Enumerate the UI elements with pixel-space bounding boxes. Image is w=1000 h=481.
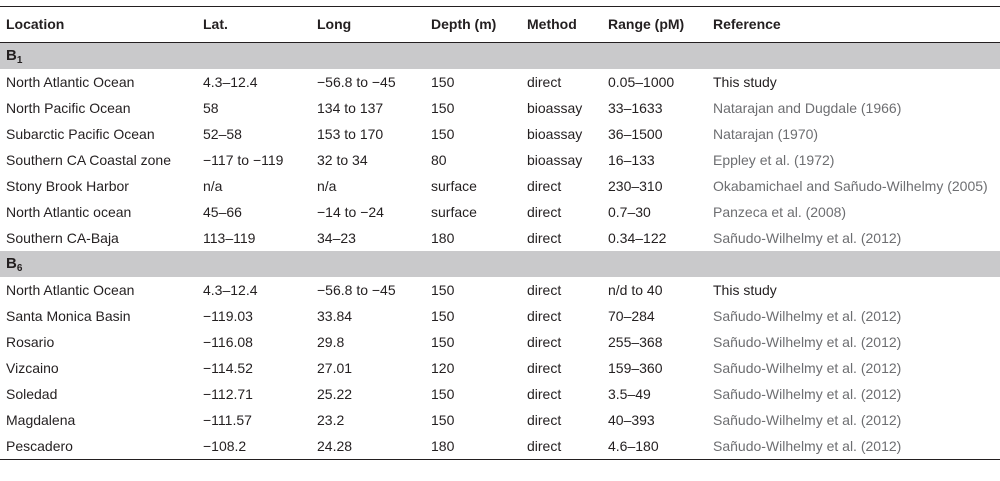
cell-range: 3.5–49 — [608, 386, 651, 402]
table-row — [0, 407, 1000, 433]
section-b1 — [0, 43, 1000, 252]
cell-reference: Sañudo-Wilhelmy et al. (2012) — [713, 386, 902, 402]
cell-location: North Atlantic Ocean — [6, 282, 135, 298]
cell-range: 70–284 — [608, 308, 655, 324]
cell-depth: 120 — [431, 360, 455, 376]
cell-lat: −117 to −119 — [203, 152, 284, 168]
header-long: Long — [317, 16, 352, 32]
section-label — [0, 251, 1000, 277]
cell-lat: −108.2 — [197, 433, 311, 460]
cell-depth: 180 — [431, 230, 455, 246]
table-row — [0, 277, 1000, 303]
cell-reference: Sañudo-Wilhelmy et al. (2012) — [713, 308, 902, 324]
cell-location: North Pacific Ocean — [6, 100, 131, 116]
section-b6 — [0, 251, 1000, 460]
cell-long: 29.8 — [317, 334, 345, 350]
cell-depth: 150 — [431, 126, 455, 142]
cell-depth: surface — [431, 204, 477, 220]
cell-long: −56.8 to −45 — [317, 282, 396, 298]
cell-method: direct — [521, 433, 602, 460]
table-row — [0, 147, 1000, 173]
cell-reference: Natarajan (1970) — [713, 126, 819, 142]
cell-reference: Eppley et al. (1972) — [713, 152, 835, 168]
table-row — [0, 355, 1000, 381]
cell-long: 24.28 — [311, 433, 425, 460]
section-label-text: B — [6, 47, 17, 64]
cell-method: direct — [527, 360, 562, 376]
cell-long: 34–23 — [317, 230, 356, 246]
cell-location: Rosario — [6, 334, 55, 350]
cell-lat: 58 — [203, 100, 219, 116]
cell-depth: 150 — [431, 308, 455, 324]
cell-location: North Atlantic Ocean — [6, 74, 135, 90]
section-label-subscript: 6 — [16, 263, 23, 274]
cell-long: 25.22 — [317, 386, 353, 402]
cell-lat: 52–58 — [203, 126, 242, 142]
cell-method: direct — [527, 230, 562, 246]
cell-location: Soledad — [6, 386, 58, 402]
cell-range: 33–1633 — [608, 100, 663, 116]
cell-depth: 150 — [431, 386, 455, 402]
header-location: Location — [6, 16, 65, 32]
cell-location: Pescadero — [0, 433, 197, 460]
table-row — [0, 121, 1000, 147]
cell-reference: Sañudo-Wilhelmy et al. (2012) — [713, 360, 902, 376]
cell-long: 27.01 — [317, 360, 353, 376]
table-row — [0, 95, 1000, 121]
cell-range: 4.6–180 — [602, 433, 707, 460]
cell-depth: 80 — [431, 152, 447, 168]
cell-reference: Sañudo-Wilhelmy et al. (2012) — [713, 230, 902, 246]
cell-depth: 150 — [431, 100, 455, 116]
cell-lat: n/a — [203, 178, 223, 194]
cell-depth: 150 — [431, 282, 455, 298]
table-row — [0, 199, 1000, 225]
cell-range: n/d to 40 — [608, 282, 663, 298]
table-row — [0, 69, 1000, 95]
cell-lat: 45–66 — [203, 204, 242, 220]
cell-range: 36–1500 — [608, 126, 663, 142]
cell-method: bioassay — [527, 126, 583, 142]
cell-lat: −116.08 — [203, 334, 253, 350]
data-table — [0, 6, 1000, 460]
cell-location: Subarctic Pacific Ocean — [6, 126, 155, 142]
table-row — [0, 173, 1000, 199]
cell-method: direct — [527, 74, 562, 90]
cell-location: Magdalena — [6, 412, 76, 428]
cell-reference: This study — [713, 74, 777, 90]
table-row — [0, 433, 1000, 460]
cell-method: direct — [527, 178, 562, 194]
cell-location: Southern CA-Baja — [6, 230, 119, 246]
cell-long: 32 to 34 — [317, 152, 368, 168]
cell-long: 153 to 170 — [317, 126, 384, 142]
cell-location: Stony Brook Harbor — [6, 178, 129, 194]
cell-location: Southern CA Coastal zone — [6, 152, 171, 168]
cell-lat: −119.03 — [203, 308, 253, 324]
cell-range: 0.05–1000 — [608, 74, 675, 90]
section-label-text: B — [6, 255, 17, 272]
cell-method: direct — [527, 386, 562, 402]
cell-depth: surface — [431, 178, 477, 194]
cell-lat: −111.57 — [203, 412, 252, 428]
section-label-subscript: 1 — [16, 55, 23, 66]
cell-lat: 4.3–12.4 — [203, 282, 258, 298]
cell-range: 40–393 — [608, 412, 655, 428]
cell-method: direct — [527, 204, 562, 220]
header-depth: Depth (m) — [431, 16, 497, 32]
section-header-row — [0, 43, 1000, 70]
table-header — [0, 7, 1000, 43]
cell-location: Santa Monica Basin — [6, 308, 131, 324]
cell-location: Vizcaino — [6, 360, 59, 376]
cell-long: −14 to −24 — [317, 204, 384, 220]
cell-lat: −114.52 — [203, 360, 253, 376]
header-row — [0, 7, 1000, 43]
cell-lat: 113–119 — [203, 230, 256, 246]
cell-reference: Sañudo-Wilhelmy et al. (2012) — [713, 412, 902, 428]
cell-long: n/a — [317, 178, 337, 194]
cell-depth: 180 — [425, 433, 521, 460]
cell-long: −56.8 to −45 — [317, 74, 396, 90]
cell-method: direct — [527, 412, 562, 428]
cell-long: 33.84 — [317, 308, 353, 324]
cell-long: 134 to 137 — [317, 100, 384, 116]
cell-range: 255–368 — [608, 334, 663, 350]
cell-method: bioassay — [527, 100, 583, 116]
table-row — [0, 329, 1000, 355]
cell-reference: Panzeca et al. (2008) — [713, 204, 847, 220]
cell-depth: 150 — [431, 334, 455, 350]
cell-method: direct — [527, 334, 562, 350]
cell-depth: 150 — [431, 412, 455, 428]
cell-long: 23.2 — [317, 412, 345, 428]
header-method: Method — [527, 16, 577, 32]
cell-lat: 4.3–12.4 — [203, 74, 258, 90]
cell-range: 16–133 — [608, 152, 655, 168]
cell-method: bioassay — [527, 152, 583, 168]
header-reference: Reference — [713, 16, 781, 32]
cell-reference: Okabamichael and Sañudo-Wilhelmy (2005) — [713, 178, 988, 194]
cell-method: direct — [527, 282, 562, 298]
cell-reference: This study — [713, 282, 777, 298]
cell-location: North Atlantic ocean — [6, 204, 132, 220]
header-range: Range (pM) — [608, 16, 685, 32]
cell-range: 0.34–122 — [608, 230, 667, 246]
cell-depth: 150 — [431, 74, 455, 90]
cell-reference: Sañudo-Wilhelmy et al. (2012) — [713, 334, 902, 350]
header-lat: Lat. — [203, 16, 228, 32]
section-label — [0, 43, 1000, 70]
section-header-row — [0, 251, 1000, 277]
cell-range: 230–310 — [608, 178, 663, 194]
cell-lat: −112.71 — [203, 386, 253, 402]
cell-method: direct — [527, 308, 562, 324]
cell-reference: Sañudo-Wilhelmy et al. (2012) — [707, 433, 1000, 460]
table-row — [0, 225, 1000, 251]
table-row — [0, 381, 1000, 407]
table-row — [0, 303, 1000, 329]
cell-range: 159–360 — [608, 360, 663, 376]
cell-reference: Natarajan and Dugdale (1966) — [713, 100, 902, 116]
cell-range: 0.7–30 — [608, 204, 651, 220]
